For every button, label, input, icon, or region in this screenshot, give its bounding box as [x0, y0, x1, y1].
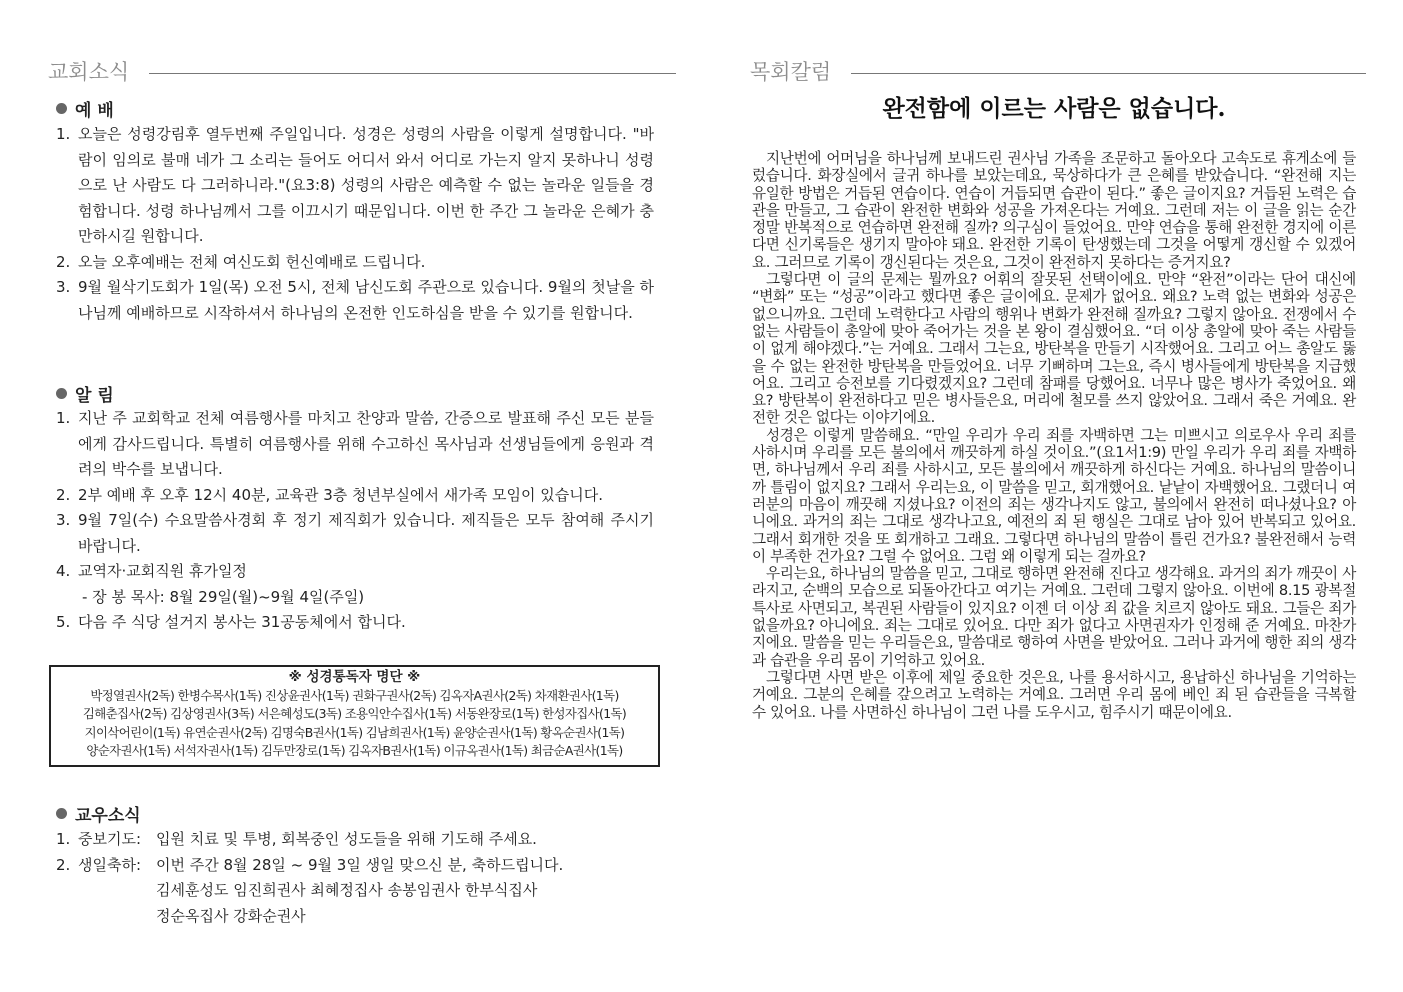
column-paragraph: 성경은 이렇게 말씀해요. “만일 우리가 우리 죄를 자백하면 그는 미쁘시고 의로우사 우리 죄를 사하시며 우리를 모든 불의에서 깨끗하게 하실 것이요.”(요1서1:9) 만일 우리가 우리 죄를 자백하면, 하나님께서 우리 죄를 사하시고, 모든 불의에서 깨끗하게 하신다는 거예요. 하나님의 말씀이니까 틀림이 없지요? 그래서 우리는요, 이 말씀을 믿고, 회개했어요. 낱낱이 자백했어요. 그랬더니 여러분의 마음이 깨끗해 지셨나요? 이전의 죄는 생각나지도 않고, 불의에서 완전히 떠나셨나요? 아니에요. 과거의 죄는 그대로 생각나고요, 예전의 죄 된 행실은 그대로 남아 있어 반복되고 있어요. 그래서 회개한 것을 또 회개하고 그래요. 그렇다면 하나님의 말씀이 틀린 건가요? 불완전해서 능력이 부족한 건가요? 그럴 수 없어요. 그럼 왜 이렇게 되는 걸까요? — [752, 426, 1357, 565]
item-number: 1. — [56, 830, 71, 848]
item-number: 2. — [56, 252, 71, 271]
bullet-icon — [56, 388, 67, 399]
bible-box-row: 양순자권사(1독) 서석자권사(1독) 김두만장로(1독) 김옥자B권사(1독) 이규옥권사(1독) 최금순A권사(1독) — [86, 743, 623, 758]
list-item — [56, 853, 656, 879]
item-number: 5. — [56, 613, 71, 631]
item-text: - 장 봉 목사: 8월 29일(월)~9월 4일(주일) — [82, 587, 365, 606]
item-number: 4. — [56, 562, 71, 580]
column-paragraph: 우리는요, 하나님의 말씀을 믿고, 그대로 행하면 완전해 진다고 생각해요. 과거의 죄가 깨끗이 사라지고, 순백의 모습으로 되돌아간다고 여기는 거예요. 그런데 그렇지 않아요. 이번에 8.15 광복절 특사로 사면되고, 복권된 사람들이 있지요? 이젠 더 이상 죄 값을 치르지 않아도 돼요. 그들은 죄가 없을까요? 아니에요. 죄는 그대로 있어요. 다만 죄가 없다고 사면권자가 인정해 준 거예요. 마찬가지에요. 말씀을 믿는 우리들은요, 말씀대로 행하여 사면을 받았어요. 그러나 과거에 행한 죄의 생각과 습관을 우리 몸이 기억하고 있어요. — [752, 565, 1356, 669]
item-number: 2. — [56, 855, 71, 874]
section-title-pastor-column: 목회칼럼 — [750, 60, 832, 84]
header-rule — [149, 73, 676, 74]
item-label: 중보기도: — [78, 830, 142, 848]
birthday-names-line: 김세훈성도 임진희권사 최혜정집사 송봉임권사 한부식집사 — [156, 881, 538, 899]
notice-list — [56, 406, 654, 636]
list-item — [56, 559, 654, 585]
item-text: 입원 치료 및 투병, 회복중인 성도들을 위해 기도해 주세요. — [156, 830, 537, 848]
list-item — [56, 610, 654, 636]
item-number: 3. — [56, 278, 71, 296]
members-heading — [56, 801, 141, 826]
item-number: 3. — [56, 511, 71, 529]
item-text: 2부 예배 후 오후 12시 40분, 교육관 3층 청년부실에서 새가족 모임이 있습니다. — [78, 485, 603, 504]
list-item — [56, 406, 654, 483]
item-text: 이번 주간 8월 28일 ~ 9월 3일 생일 맞으신 분, 축하드립니다. — [156, 855, 564, 874]
list-item — [56, 585, 654, 611]
item-text: 9월 월삭기도회가 1일(목) 오전 5시, 전체 남신도회 주관으로 있습니다. 9월의 첫날을 하나님께 예배하므로 시작하셔서 하나님의 온전한 인도하심을 받을 수 있기를 원합니다. — [78, 278, 654, 322]
column-paragraph: 지난번에 어머님을 하나님께 보내드린 권사님 가족을 조문하고 돌아오다 고속도로 휴게소에 들렀습니다. 화장실에서 글귀 하나를 보았는데요, 묵상하다가 큰 은혜를 받았습니다. “완전해 지는 유일한 방법은 거듭된 연습이다. 연습이 거듭되면 습관이 된다.” 좋은 글이지요? 거듭된 노력은 습관을 만들고, 그 습관이 완전한 변화와 성공을 가져온다는 거예요. 그런데 저는 이 글을 읽는 순간 정말 반복적으로 연습하면 완전해 질까? 의구심이 들었어요. 만약 연습을 통해 완전한 경지에 이른다면 신기록들은 생기지 말아야 돼요. 완전한 기록이 탄생했는데 그것을 어떻게 갱신할 수 있겠어요. 그러므로 기록이 갱신된다는 것은요, 그것이 완전하지 못하다는 증거지요? — [752, 150, 1356, 271]
members-list — [56, 827, 656, 929]
birthday-names — [56, 904, 656, 930]
bullet-icon — [56, 808, 67, 819]
notice-heading — [56, 381, 114, 406]
bible-box-row: 박정열권사(2독) 한병수목사(1독) 진상윤권사(1독) 권화구권사(2독) 김옥자A권사(2독) 차재환권사(1독) — [90, 687, 619, 703]
item-number: 1. — [56, 125, 71, 143]
column-paragraph: 그렇다면 이 글의 문제는 뭘까요? 어휘의 잘못된 선택이에요. 만약 “완전”이라는 단어 대신에 “변화” 또는 “성공”이라고 했다면 좋은 글이에요. 문제가 없어요. 왜요? 노력 없는 변화와 성공은 없으니까요. 그런데 노력한다고 사람의 행위나 변화가 완전해 질까요? 그렇지 않아요. 전쟁에서 수없는 사람들이 총알에 맞아 죽어가는 것을 본 왕이 결심했어요. “더 이상 총알에 맞아 죽는 사람들이 없게 해야겠다.”는 거예요. 그래서 그는요, 방탄복을 만들기 시작했어요. 그리고 어느 총알도 뚫을 수 없는 완전한 방탄복을 만들었어요. 너무 기뻐하며 그는요, 즉시 병사들에게 방탄복을 지급했어요. 그리고 승전보를 기다렸겠지요? 그런데 참패를 당했어요. 너무나 많은 병사가 죽었어요. 왜요? 방탄복이 완전하다고 믿은 병사들은요, 머리에 철모를 쓰지 않았어요. 그래서 죽은 거예요. 완전한 것은 없다는 이야기에요. — [752, 271, 1356, 427]
item-number: 2. — [56, 485, 71, 504]
list-item — [56, 508, 654, 559]
notice-heading-text: 알 림 — [75, 386, 114, 406]
birthday-names — [56, 878, 656, 904]
item-text: 지난 주 교회학교 전체 여름행사를 마치고 찬양과 말씀, 간증으로 발표해 주신 모든 분들에게 감사드립니다. 특별히 여름행사를 위해 수고하신 목사님과 선생님들에게 응원과 격려의 박수를 보냅니다. — [78, 409, 654, 478]
item-text: 오늘 오후예배는 전체 여신도회 헌신예배로 드립니다. — [78, 252, 426, 271]
item-label: 생일축하: — [78, 855, 142, 874]
bible-reading-box — [49, 665, 660, 767]
left-section-header — [48, 56, 676, 86]
worship-list — [56, 122, 654, 326]
bible-box-title: ※ 성경통독자 명단 ※ — [288, 669, 421, 685]
list-item — [56, 483, 654, 509]
birthday-names-line: 정순옥집사 강화순권사 — [156, 906, 306, 925]
section-title-church-news: 교회소식 — [48, 60, 130, 84]
list-item — [56, 275, 654, 326]
worship-heading-text: 예 배 — [75, 101, 114, 121]
item-text: 교역자·교회직원 휴가일정 — [78, 562, 247, 580]
header-rule — [851, 73, 1366, 74]
column-body — [752, 150, 1356, 721]
list-item — [56, 250, 654, 276]
item-text: 오늘은 성령강림후 열두번째 주일입니다. 성경은 성령의 사람을 이렇게 설명합니다. "바람이 임의로 불매 네가 그 소리는 들어도 어디서 와서 어디로 가는지 알지 못하나니 성령으로 난 사람도 다 그러하니라."(요3:8) 성령의 사람은 예측할 수 없는 놀라운 일들을 경험합니다. 성령 하나님께서 그를 이끄시기 때문입니다. 이번 한 주간 그 놀라운 은혜가 충만하시길 원합니다. — [78, 125, 654, 245]
item-number: 1. — [56, 409, 71, 427]
bible-box-row: 지이삭어린이(1독) 유연순권사(2독) 김명숙B권사(1독) 김남희권사(1독) 윤양순권사(1독) 황옥순권사(1독) — [84, 724, 625, 740]
item-text: 다음 주 식당 설거지 봉사는 31공동체에서 합니다. — [78, 613, 406, 631]
list-item — [56, 827, 656, 853]
bullet-icon — [56, 103, 67, 114]
worship-heading — [56, 96, 114, 121]
right-section-header — [750, 56, 1366, 86]
column-paragraph: 그렇다면 사면 받은 이후에 제일 중요한 것은요, 나를 용서하시고, 용납하신 하나님을 기억하는 거예요. 그분의 은혜를 갚으려고 노력하는 거예요. 그러면 우리 몸에 베인 죄 된 습관들을 극복할 수 있어요. 나를 사면하신 하나님이 그런 나를 도우시고, 힘주시기 때문이에요. — [752, 668, 1356, 721]
column-title: 완전함에 이르는 사람은 없습니다. — [882, 95, 1226, 122]
list-item — [56, 122, 654, 250]
bible-box-row: 김해춘집사(2독) 김상영권사(3독) 서은혜성도(3독) 조용익안수집사(1독) 서동완장로(1독) 한성자집사(1독) — [82, 706, 627, 721]
item-text: 9월 7일(수) 수요말씀사경회 후 정기 제직회가 있습니다. 제직들은 모두 참여해 주시기 바랍니다. — [78, 511, 654, 555]
members-heading-text: 교우소식 — [75, 806, 141, 826]
